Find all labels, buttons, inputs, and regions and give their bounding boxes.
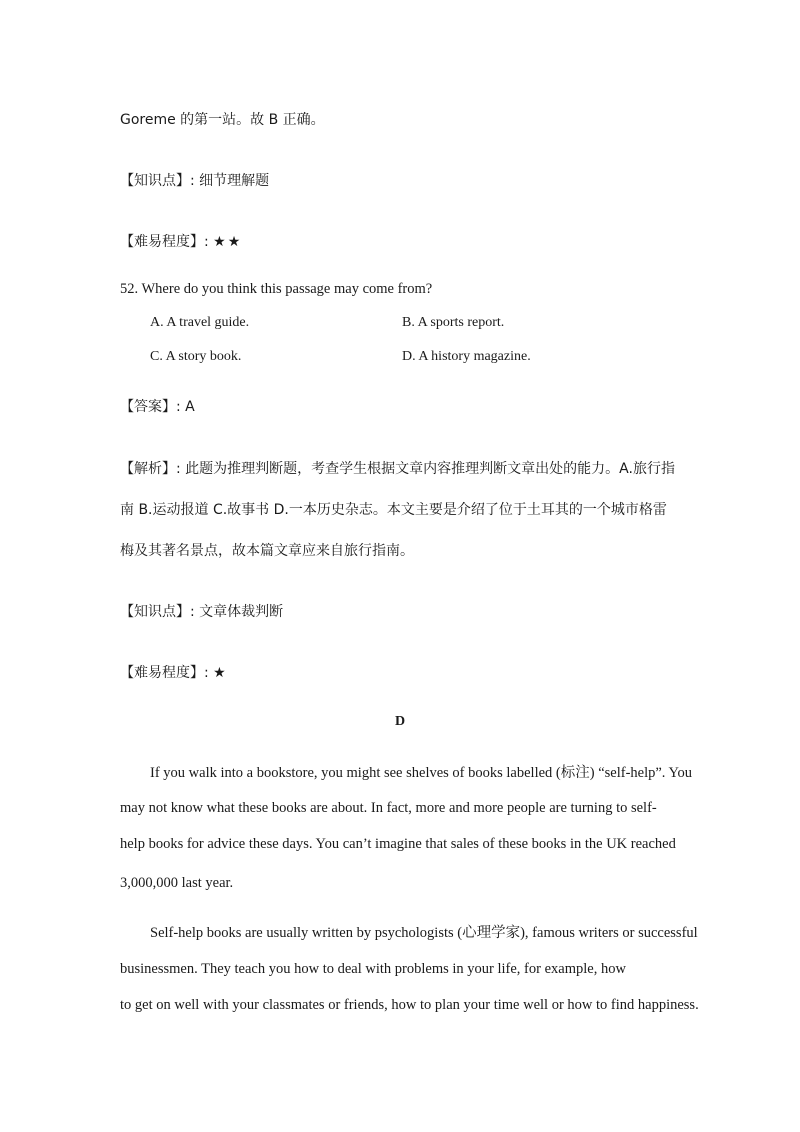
difficulty-stars: ★★ xyxy=(213,234,243,250)
analysis-line: 【解析】: 此题为推理判断题，考查学生根据文章内容推理判断文章出处的能力。A.旅行指 xyxy=(120,461,675,477)
difficulty-52 xyxy=(120,664,228,682)
analysis-line: 梅及其著名景点，故本篇文章应来自旅行指南。 xyxy=(120,543,414,559)
paragraph-line: If you walk into a bookstore, you might see shelves of books labelled (标注) “self-help”. You xyxy=(150,765,693,781)
paragraph-line: to get on well with your classmates or friends, how to plan your time well or how to find happiness. xyxy=(120,997,699,1013)
knowledge-label: 【知识点】: xyxy=(120,604,200,620)
knowledge-point-52 xyxy=(120,603,283,621)
paragraph-line: 3,000,000 last year. xyxy=(120,875,234,891)
answer-label: 【答案】: xyxy=(120,399,186,415)
paragraph-line: Self-help books are usually written by psychologists (心理学家), famous writers or successful xyxy=(150,925,698,941)
difficulty-stars: ★ xyxy=(213,665,228,681)
knowledge-value: 文章体裁判断 xyxy=(199,604,284,620)
answer-52 xyxy=(120,398,195,416)
question-52: 52. Where do you think this passage may come from? xyxy=(120,281,433,297)
option-d: D. A history magazine. xyxy=(402,349,531,364)
paragraph-line: may not know what these books are about. In fact, more and more people are turning to self- xyxy=(120,800,657,816)
section-heading: D xyxy=(394,714,406,729)
difficulty-label: 【难易程度】: xyxy=(120,234,214,250)
paragraph-line: help books for advice these days. You can’t imagine that sales of these books in the UK reached xyxy=(120,836,676,852)
option-a: A. A travel guide. xyxy=(150,315,250,330)
knowledge-point-prev xyxy=(120,172,269,190)
knowledge-value: 细节理解题 xyxy=(199,173,270,189)
difficulty-prev xyxy=(120,233,242,251)
knowledge-label: 【知识点】: xyxy=(120,173,200,189)
difficulty-label: 【难易程度】: xyxy=(120,665,214,681)
paragraph-line: businessmen. They teach you how to deal with problems in your life, for example, how xyxy=(120,961,626,977)
answer-value: A xyxy=(185,399,195,415)
previous-answer-tail: Goreme 的第一站。故 B 正确。 xyxy=(120,112,325,128)
option-c: C. A story book. xyxy=(150,349,242,364)
analysis-line: 南 B.运动报道 C.故事书 D.一本历史杂志。本文主要是介绍了位于土耳其的一个城市格雷 xyxy=(120,502,667,518)
option-b: B. A sports report. xyxy=(402,315,505,330)
